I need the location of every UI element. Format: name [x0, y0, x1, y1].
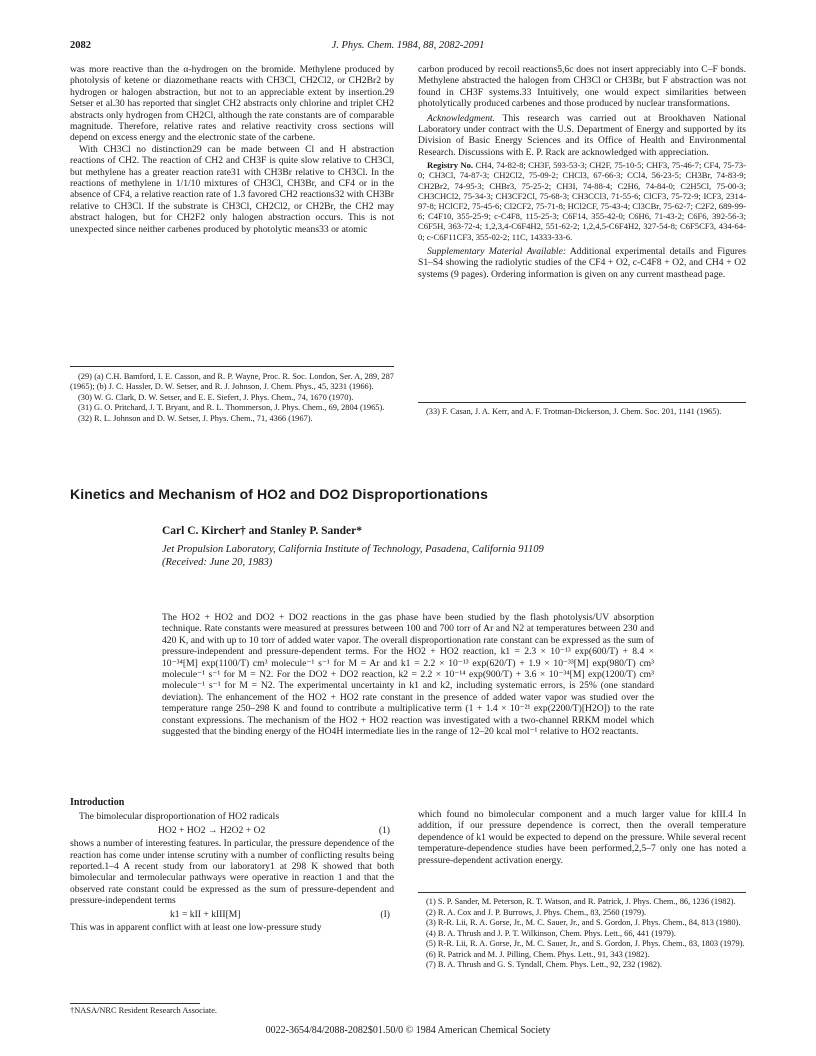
acknowledgment-label: Acknowledgment.	[427, 112, 495, 124]
equation-I	[70, 907, 394, 922]
body-paragraph: was more reactive than the α-hydrogen on the bromide. Methylene produced by photolysis of ketene or diazomethane reacts with CH3Cl, CH2Cl2, or CH2Br2 by hydrogen or halogen abstraction, but not to an appreciable extent by insertion.29 Setser et al.30 has reported that singlet CH2 abstracts only chlorine and triplet CH2 abstracts only hydrogen from CH2Cl, although the rate constants are of comparable magnitude. Therefore, relative rates and relative reactivity cross sections will depend on excess energy and the electronic state of the carbene.	[70, 64, 394, 144]
footnote-divider	[70, 1003, 200, 1004]
abstract: The HO2 + HO2 and DO2 + DO2 reactions in the gas phase have been studied by the flash photolysis/UV absorption technique. Rate constants were measured at pressures between 100 and 700 torr of Ar and N2 at temperatures between 230 and 420 K, and with up to 10 torr of added water vapor. The overall disproportionation rate constant can be expressed as the sum of pressure-independent and pressure-dependent terms. For the HO2 + HO2 reaction, k1 = 2.3 × 10⁻¹³ exp(600/T) + 8.4 × 10⁻³⁴[M] exp(1100/T) cm³ molecule⁻¹ s⁻¹ for M = Ar and k1 = 2.2 × 10⁻¹³ exp(620/T) + 1.9 × 10⁻³³[M] exp(980/T) cm³ molecule⁻¹ s⁻¹ for M = N2. For the DO2 + DO2 reaction, k2 = 2.2 × 10⁻¹⁴ exp(900/T) + 3.6 × 10⁻³⁴[M] exp(1200/T) cm³ molecule⁻¹ s⁻¹ for M = N2. The experimental uncertainty in k1 and k2, including systematic errors, is 25% (one standard deviation). The enhancement of the HO2 + HO2 rate constant in the presence of added water vapor was studied over the temperature range 250–298 K and found to contribute a multiplicative term (1 + 1.4 × 10⁻²¹ exp(2200/T)[H2O]) to the rate constant expressions. The mechanism of the HO2 + HO2 reaction was investigated with a two-channel RRKM model which suggested that the binding energy of the HO4H intermediate lies in the range of 12–20 kcal mol⁻¹ relative to HO2 reactants.	[162, 612, 654, 738]
acknowledgment	[418, 113, 746, 159]
running-header	[70, 40, 746, 56]
equation-text: HO2 + HO2 → H2O2 + O2	[158, 824, 266, 836]
received-date: (Received: June 20, 1983)	[162, 557, 273, 568]
equation-text: k1 = kII + kIII[M]	[170, 908, 241, 920]
equation-number: (1)	[378, 824, 390, 836]
page-number: 2082	[70, 40, 91, 51]
equation-number: (I)	[380, 908, 390, 920]
footnote: (32) R. L. Johnson and D. W. Setser, J. Phys. Chem., 71, 4366 (1967).	[78, 413, 313, 423]
footnote: (31) G. O. Pritchard, J. T. Bryant, and R. L. Thommerson, J. Phys. Chem., 69, 2804 (1965).	[78, 403, 385, 412]
body-paragraph: carbon produced by recoil reactions5,6c does not insert appreciably into C–F bonds. Methylene abstracted the halogen from CH3Cl or CH3Br, but F abstraction was not found in CH3F systems.33 Intuitively, one would expect similarities between photolytically produced carbenes and those produced by nuclear transformations.	[418, 64, 746, 110]
footnote: (33) F. Casan, J. A. Kerr, and A. F. Trotman-Dickerson, J. Chem. Soc. 201, 1141 (1965).	[426, 407, 722, 416]
footnote-divider	[70, 366, 394, 367]
registry-label: Registry No.	[427, 160, 474, 171]
section-heading: Introduction	[70, 797, 125, 808]
footnote: (2) R. A. Cox and J. P. Burrows, J. Phys. Chem., 83, 2560 (1979).	[426, 907, 647, 917]
prev-article-right-footnote	[418, 407, 746, 418]
prev-article-left-footnotes	[70, 372, 394, 424]
journal-citation: J. Phys. Chem. 1984, 88, 2082-2091	[331, 40, 485, 51]
intro-footnotes	[418, 897, 746, 971]
prev-article-left-column	[70, 64, 394, 235]
body-paragraph: which found no bimolecular component and a much larger value for kIII.4 In addition, if our pressure dependence is correct, then the overall temperature dependence of k1 would be expected to depend on the pressure. While several recent temperature-dependence studies have been performed,2,5–7 only one has noted a pressure-dependent activation energy.	[418, 809, 746, 866]
intro-left-column	[70, 797, 394, 933]
acknowledgment-text: This research was carried out at Brookhaven National Laboratory under contract with the U.S. Department of Energy and supported by its Division of Basic Energy Sciences and its Office of Health and Environmental Research. Discussions with E. P. Rack are acknowledged with appreciation.	[418, 112, 746, 158]
equation-1	[70, 823, 394, 838]
article-title: Kinetics and Mechanism of HO2 and DO2 Disproportionations	[70, 486, 488, 502]
footnote: (30) W. G. Clark, D. W. Setser, and E. E. Siefert, J. Phys. Chem., 74, 1670 (1970).	[78, 392, 354, 402]
affiliation-block	[162, 543, 544, 569]
supplementary-label: Supplementary Material Available:	[427, 245, 567, 257]
registry-numbers	[418, 160, 746, 242]
intro-right-column	[418, 809, 746, 866]
body-paragraph: The bimolecular disproportionation of HO2 radicals	[79, 811, 280, 823]
supplementary-text: Additional experimental details and Figures S1–S4 showing the radiolytic studies of the CF4 + O2, c-C4F8 + O2, and CH4 + O2 systems (9 pages). Ordering information is given on any current masthead page.	[418, 245, 746, 280]
registry-text: CH4, 74-82-8; CH3F, 593-53-3; CH2F, 75-10-5; CHF3, 75-46-7; CF4, 75-73-0; CH3Cl, 74-87-3; CH2Cl2, 75-09-2; CHCl3, 67-66-3; CCl4, 56-23-5; CH3Br, 74-83-9; CH2Br2, 74-95-3; CHBr3, 75-25-2; CH3I, 74-88-4; C2H6, 74-84-0; C2H5Cl, 75-00-3; CH3CHCl2, 75-34-3; CH3CF2Cl, 75-68-3; CH3CCl3, 71-55-6; ClCF3, 75-72-9; ICF3, 2314-97-8; HClCF2, 75-45-6; Cl2CF2, 75-71-8; HCl2CF, 75-43-4; Cl3CBr, 75-62-7; C2F2, 689-99-6; C4F10, 355-25-9; c-C4F8, 115-25-3; C6F14, 355-42-0; C6H6, 71-43-2; C6F6, 392-56-3; C6F5H, 363-72-4; 1,2,3,4-C6F4H2, 551-62-2; 1,2,4,5-C6F4H2, 327-54-8; C6F5CF3, 434-64-0; c-C6F11CF3, 355-02-2; 11C, 14333-33-6.	[418, 160, 746, 242]
body-paragraph: This was in apparent conflict with at least one low-pressure study	[70, 922, 322, 934]
article-authors: Carl C. Kircher† and Stanley P. Sander*	[162, 525, 362, 537]
body-paragraph: shows a number of interesting features. In particular, the pressure dependence of the reaction has come under intense scrutiny with a number of conflicting results being reported.1–4 A recent study from our laboratory1 at 298 K showed that both bimolecular and termolecular pathways were operative in reaction 1 and that the observed rate constant could be expressed as the sum of pressure-dependent and pressure-independent terms	[70, 838, 394, 907]
footnote: (4) B. A. Thrush and J. P. T. Wilkinson, Chem. Phys. Lett., 66, 441 (1979).	[426, 928, 676, 938]
body-paragraph: With CH3Cl no distinction29 can be made between Cl and H abstraction reactions of CH2. The reaction of CH2 and CH3F is quite slow relative to CH3Cl, but methylene has a greater reaction rate31 with CH3Br relative to CH3Cl. In the reactions of methylene in 1/1/10 mixtures of CH3Cl, CH3Br, and CF4 or in the absence of CF4, a relative reaction rate of 1.3 favored CH2 reactions32 with CH3Br relative to CH3Cl. If the substrate is CH3Cl, CH2Cl2, or CH2Br, the CH2 may abstract halogen, but for CH2F2 only halogen abstraction occurs. This is not unexpected since neither carbenes produced by photolytic means33 or atomic	[70, 143, 394, 235]
footnote: (7) B. A. Thrush and G. S. Tyndall, Chem. Phys. Lett., 92, 232 (1982).	[426, 960, 662, 969]
author-footnote: †NASA/NRC Resident Research Associate.	[70, 1006, 218, 1015]
supplementary-material	[418, 246, 746, 280]
affiliation: Jet Propulsion Laboratory, California Institute of Technology, Pasadena, California 91109	[162, 544, 544, 555]
footnote: (29) (a) C.H. Bamford, I. E. Casson, and R. P. Wayne, Proc. R. Soc. London, Ser. A, 289, 287 (1965); (b) J. C. Hassler, D. W. Setser, and R. J. Johnson, J. Chem. Phys., 45, 3231 (1966).	[70, 372, 394, 391]
footnote: (5) R-R. Lii, R. A. Gorse, Jr., M. C. Sauer, Jr., and S. Gordon, J. Phys. Chem., 83, 1803 (1979).	[426, 939, 745, 948]
prev-article-right-column	[418, 64, 746, 280]
footnote: (3) R-R. Lii, R. A. Gorse, Jr., M. C. Sauer, Jr., and S. Gordon, J. Phys. Chem., 84, 813 (1980).	[426, 918, 741, 927]
footnote-divider	[418, 892, 746, 893]
footnote: (6) R. Patrick and M. J. Pilling, Chem. Phys. Lett., 91, 343 (1982).	[426, 949, 650, 959]
footnote: (1) S. P. Sander, M. Peterson, R. T. Watson, and R. Patrick, J. Phys. Chem., 86, 1236 (1982).	[426, 897, 736, 906]
footnote-divider	[418, 402, 746, 403]
page-footer: 0022-3654/84/2088-2082$01.50/0 © 1984 American Chemical Society	[265, 1025, 551, 1036]
